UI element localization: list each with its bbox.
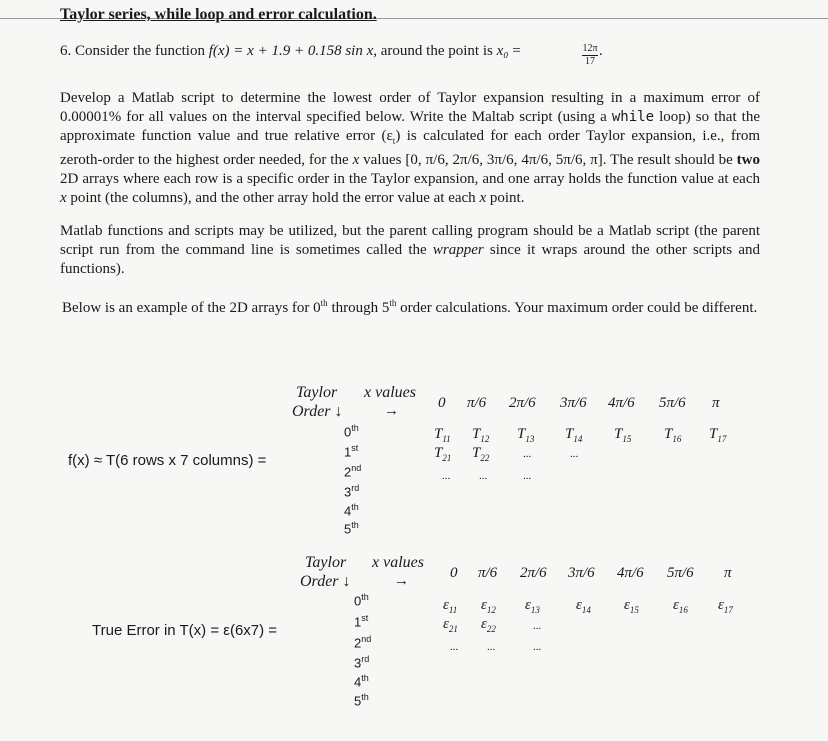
problem-statement: 6. Consider the function f(x) = x + 1.9 + 0.158 sin x, around the point is x₀ = (60, 43, 521, 59)
e-order-header: Order ↓ (300, 573, 351, 590)
e-cell: $\varepsilon_{21}$ (443, 616, 458, 634)
t-cell: $T_{13}$ (517, 426, 535, 444)
t-cell: $T_{21}$ (434, 445, 452, 463)
e-arrow: → (394, 573, 409, 589)
e-col-header: 3π/6 (568, 565, 595, 581)
t-cell: $T_{22}$ (472, 445, 490, 463)
e-cell: $\varepsilon_{17}$ (718, 597, 733, 615)
point-fraction: $\frac{12\pi}{17}$ (582, 43, 598, 67)
e-cell: $\varepsilon_{15}$ (624, 597, 639, 615)
paragraph-instructions: Develop a Matlab script to determine the lowest order of Taylor expansion resulting in a maximum error of 0.00001% for all values on the interval specified below. Write the Maltab script (using a while loop) so that the approximate function value and true relative error $(\varepsilon_t)$ is calculated for each order Taylor expansion, i.e., from zeroth-order to the highest order needed, for the x values [0, π/6, 2π/6, 3π/6, 4π/6, 5π/6, π]. The result should be two 2D arrays where each row is a specific order in the Taylor expansion, and one array holds the function value at each x point (the columns), and the other array hold the error value at each x point. (60, 90, 760, 206)
e-ellipsis: ... (533, 620, 542, 632)
t-cell: $T_{16}$ (664, 426, 682, 444)
t-col-header: π (712, 395, 720, 411)
t-col-header: 5π/6 (659, 395, 686, 411)
t-col-header: 3π/6 (560, 395, 587, 411)
t-order-header: Order ↓ (292, 403, 343, 420)
t-col-header: 0 (438, 395, 446, 411)
paragraph-wrapper-note: Matlab functions and scripts may be utilized, but the parent calling program should be a Matlab script (the parent script run from the command line is sometimes called the wrapper since it wraps around the other scripts and functions). (60, 223, 760, 277)
t-col-header: 2π/6 (509, 395, 536, 411)
e-ellipsis: ... (533, 641, 542, 653)
e-taylor-header: Taylor (305, 554, 347, 571)
e-col-header: 4π/6 (617, 565, 644, 581)
e-ellipsis: ... (487, 641, 496, 653)
t-taylor-header: Taylor (296, 384, 338, 401)
t-ellipsis: ... (523, 470, 532, 482)
t-order-label: 1st (344, 443, 359, 460)
t-cell: $T_{11}$ (434, 426, 451, 444)
e-col-header: π (724, 565, 732, 581)
e-ellipsis: ... (450, 641, 459, 653)
t-order-label: 3rd (344, 483, 360, 500)
e-col-header: 2π/6 (520, 565, 547, 581)
e-xvalues-header: x values (372, 554, 424, 571)
e-order-label: 4th (354, 673, 369, 690)
t-ellipsis: ... (523, 448, 532, 460)
paragraph-example-intro: Below is an example of the 2D arrays for 0th through 5th order calculations. Your maximum order could be different. (62, 298, 758, 316)
t-ellipsis: ... (570, 448, 579, 460)
t-order-label: 2nd (344, 463, 362, 480)
t-cell: $T_{12}$ (472, 426, 490, 444)
e-cell: $\varepsilon_{11}$ (443, 597, 458, 615)
t-ellipsis: ... (479, 470, 488, 482)
function-expression: f(x) = x + 1.9 + 0.158 sin x (208, 43, 374, 59)
e-order-label: 0th (354, 592, 369, 609)
t-col-header: 4π/6 (608, 395, 635, 411)
t-cell: $T_{17}$ (709, 426, 727, 444)
e-cell: $\varepsilon_{13}$ (525, 597, 540, 615)
page-title: Taylor series, while loop and error calculation. (60, 6, 377, 23)
expansion-point: x₀ (496, 43, 509, 59)
e-col-header: 5π/6 (667, 565, 694, 581)
e-col-header: π/6 (478, 565, 498, 581)
t-array-label: f(x) ≈ T(6 rows x 7 columns) = (68, 452, 267, 469)
e-array-label: True Error in T(x) = ε(6x7) = (92, 622, 278, 639)
e-order-label: 2nd (354, 634, 372, 651)
t-order-label: 5th (344, 520, 359, 537)
t-ellipsis: ... (442, 470, 451, 482)
e-cell: $\varepsilon_{12}$ (481, 597, 496, 615)
t-cell: $T_{14}$ (565, 426, 583, 444)
t-col-header: π/6 (467, 395, 487, 411)
e-cell: $\varepsilon_{14}$ (576, 597, 591, 615)
problem-number: 6. (60, 43, 72, 59)
t-order-label: 0th (344, 423, 359, 440)
e-order-label: 1st (354, 613, 369, 630)
e-cell: $\varepsilon_{16}$ (673, 597, 688, 615)
t-order-label: 4th (344, 502, 359, 519)
t-xvalues-header: x values (364, 384, 416, 401)
e-order-label: 3rd (354, 654, 370, 671)
e-order-label: 5th (354, 692, 369, 709)
e-col-header: 0 (450, 565, 458, 581)
t-arrow: → (384, 403, 399, 419)
e-cell: $\varepsilon_{22}$ (481, 616, 496, 634)
t-cell: $T_{15}$ (614, 426, 632, 444)
while-keyword: while (611, 109, 655, 125)
